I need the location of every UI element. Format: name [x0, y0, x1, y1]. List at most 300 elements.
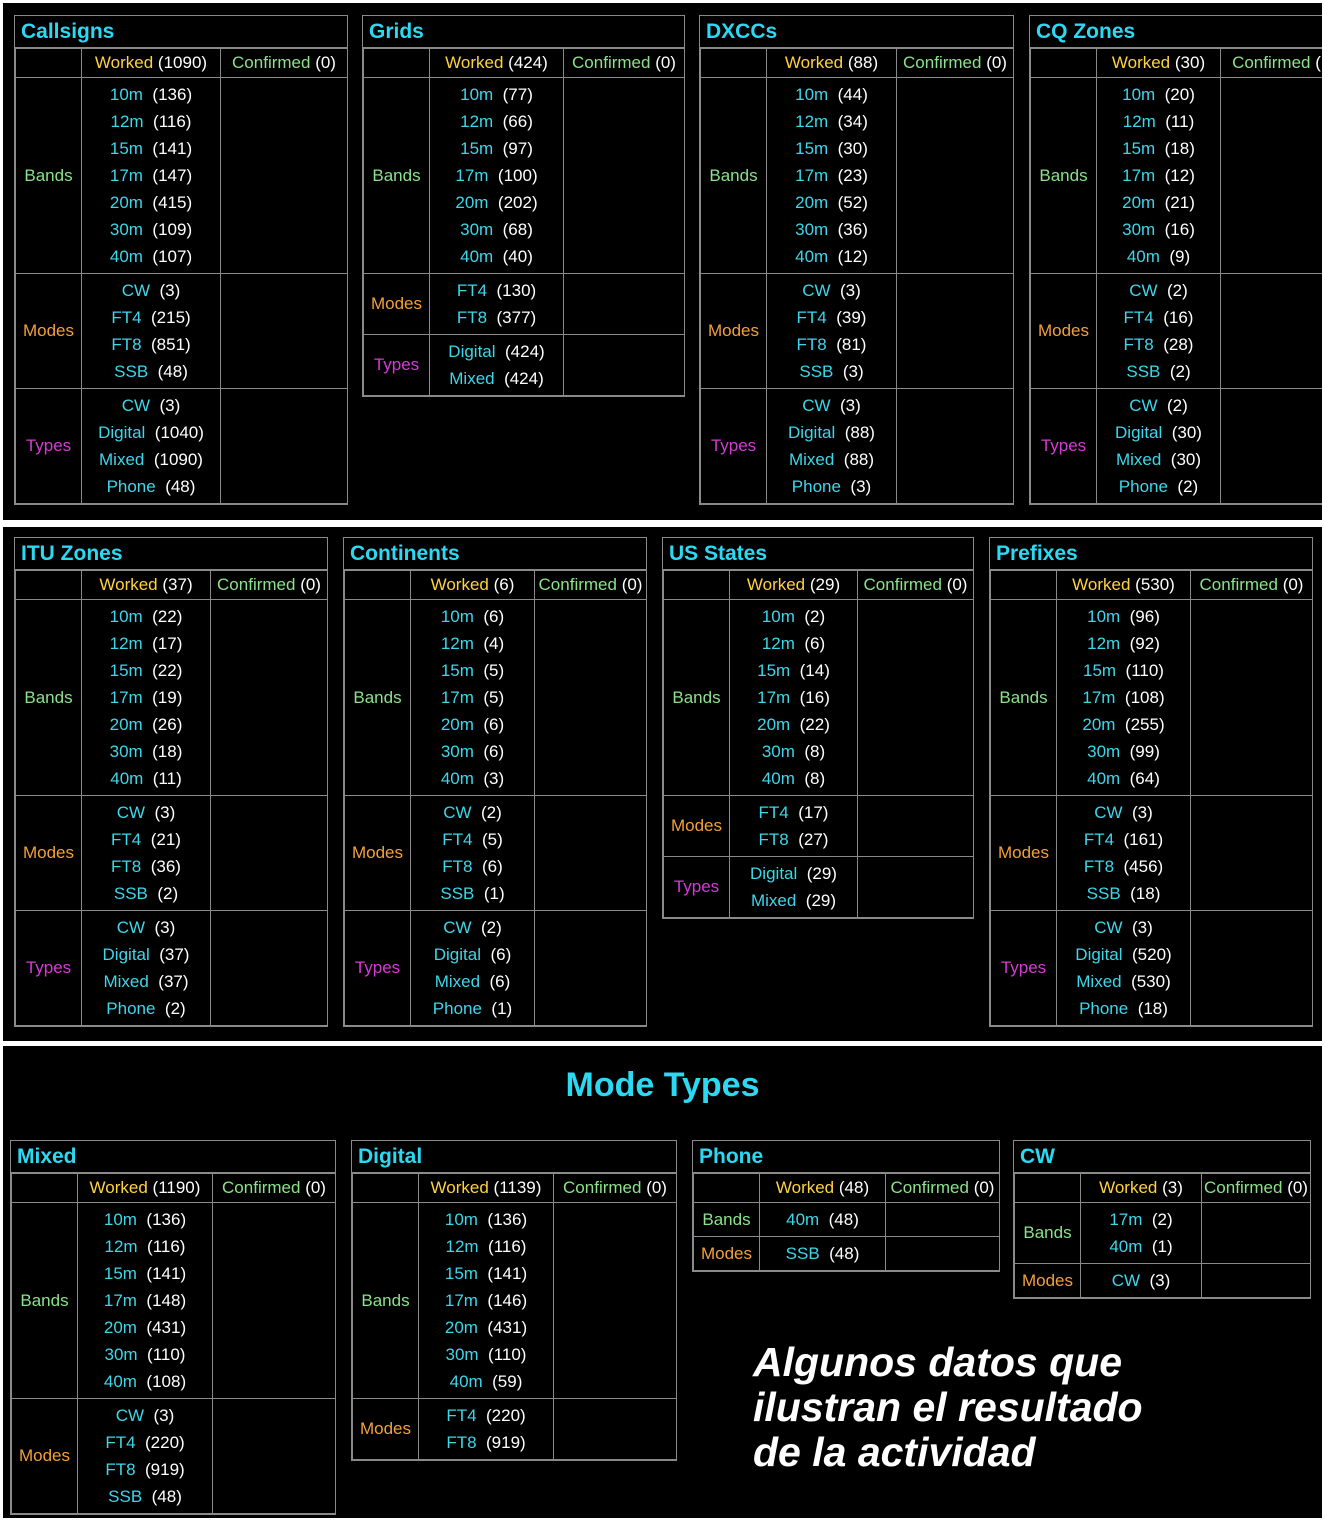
stat-item-40m[interactable]	[1097, 243, 1220, 270]
stat-item-40m[interactable]	[78, 1368, 212, 1395]
stat-item-10m[interactable]	[82, 81, 220, 108]
stat-item-cw[interactable]	[82, 914, 210, 941]
stat-item-ft4[interactable]	[730, 799, 857, 826]
stat-item-10m[interactable]	[411, 603, 534, 630]
stat-item-cw[interactable]	[1097, 277, 1220, 304]
group-label-modes: Modes	[16, 274, 82, 389]
stat-item-12m[interactable]	[1097, 108, 1220, 135]
stat-item-digital[interactable]	[430, 338, 563, 365]
stat-item-10m[interactable]	[78, 1206, 212, 1233]
group-row-bands	[12, 1203, 336, 1399]
stat-count: (2)	[481, 803, 502, 822]
confirmed-header[interactable]	[213, 1174, 336, 1203]
stat-item-40m[interactable]	[1081, 1233, 1201, 1260]
stat-item-cw[interactable]	[1097, 392, 1220, 419]
stat-item-20m[interactable]	[78, 1314, 212, 1341]
stat-item-17m[interactable]	[419, 1287, 553, 1314]
stat-item-40m[interactable]	[767, 243, 896, 270]
stat-item-15m[interactable]	[411, 657, 534, 684]
panel-continents	[343, 537, 647, 1027]
stat-name: 40m	[110, 769, 144, 788]
group-label-bands: Bands	[353, 1203, 419, 1399]
stat-count: (146)	[487, 1291, 528, 1310]
stat-count: (9)	[1169, 247, 1191, 266]
stat-item-15m[interactable]	[430, 135, 563, 162]
stat-item-30m[interactable]	[419, 1341, 553, 1368]
panel-title: Mixed	[11, 1141, 335, 1173]
group-confirmed-cell	[535, 600, 647, 796]
stat-name: Digital	[750, 864, 798, 883]
stat-item-cw[interactable]	[1057, 799, 1190, 826]
confirmed-header[interactable]	[886, 1174, 1000, 1203]
stat-item-20m[interactable]	[1057, 711, 1190, 738]
group-values-bands	[78, 1203, 213, 1399]
stat-item-ft8[interactable]	[82, 331, 220, 358]
stat-item-ssb[interactable]	[1057, 880, 1190, 907]
group-confirmed-cell	[554, 1399, 677, 1460]
stat-item-phone[interactable]	[1057, 995, 1190, 1022]
stat-item-cw[interactable]	[78, 1402, 212, 1429]
group-confirmed-cell	[213, 1399, 336, 1514]
stat-count: (116)	[147, 1237, 186, 1256]
stat-item-12m[interactable]	[78, 1233, 212, 1260]
stat-name: Digital	[98, 423, 146, 442]
stat-item-15m[interactable]	[1097, 135, 1220, 162]
stat-name: CW	[115, 1406, 145, 1425]
worked-header[interactable]	[411, 571, 535, 600]
stat-item-mixed[interactable]	[82, 968, 210, 995]
stat-item-15m[interactable]	[419, 1260, 553, 1287]
stat-item-ft4[interactable]	[1097, 304, 1220, 331]
group-values-modes	[1097, 274, 1221, 389]
stat-count: (17)	[152, 634, 183, 653]
stat-item-mixed[interactable]	[411, 968, 534, 995]
stat-item-30m[interactable]	[730, 738, 857, 765]
confirmed-header[interactable]	[554, 1174, 677, 1203]
worked-label: Worked	[746, 575, 806, 594]
stat-name: 12m	[110, 112, 144, 131]
caption-note	[753, 1340, 1293, 1475]
stat-count: (110)	[1125, 661, 1164, 680]
confirmed-header[interactable]	[897, 49, 1014, 78]
stat-item-12m[interactable]	[411, 630, 534, 657]
group-values-types	[1057, 911, 1191, 1026]
stat-item-10m[interactable]	[1097, 81, 1220, 108]
stat-item-20m[interactable]	[730, 711, 857, 738]
stat-item-cw[interactable]	[767, 277, 896, 304]
stat-count: (36)	[837, 220, 868, 239]
stat-name: Digital	[1115, 423, 1163, 442]
group-label-bands: Bands	[12, 1203, 78, 1399]
stat-item-17m[interactable]	[730, 684, 857, 711]
worked-header[interactable]	[1081, 1174, 1202, 1203]
stat-name: 17m	[1082, 688, 1116, 707]
stat-name: Digital	[448, 342, 496, 361]
group-label-bands: Bands	[991, 600, 1057, 796]
stat-item-15m[interactable]	[82, 135, 220, 162]
stat-item-ft8[interactable]	[78, 1456, 212, 1483]
group-label-bands: Bands	[664, 600, 730, 796]
group-confirmed-cell	[211, 911, 328, 1026]
stat-name: Mixed	[788, 450, 835, 469]
stat-count: (3)	[850, 477, 872, 496]
stat-item-15m[interactable]	[82, 657, 210, 684]
stat-item-20m[interactable]	[430, 189, 563, 216]
group-confirmed-cell	[554, 1203, 677, 1399]
panel-title: Callsigns	[15, 16, 347, 48]
stat-item-cw[interactable]	[411, 799, 534, 826]
stat-name: 30m	[761, 742, 795, 761]
stat-count: (37)	[159, 945, 190, 964]
stat-item-40m[interactable]	[411, 765, 534, 792]
stat-item-40m[interactable]	[82, 243, 220, 270]
stat-item-ft4[interactable]	[78, 1429, 212, 1456]
stat-item-15m[interactable]	[730, 657, 857, 684]
stat-item-30m[interactable]	[1057, 738, 1190, 765]
stat-name: 15m	[1122, 139, 1156, 158]
group-label-modes: Modes	[12, 1399, 78, 1514]
worked-header[interactable]	[82, 571, 211, 600]
stat-item-ft8[interactable]	[419, 1429, 553, 1456]
stat-count: (141)	[146, 1264, 187, 1283]
stat-item-40m[interactable]	[760, 1206, 885, 1233]
stat-count: (3)	[159, 281, 181, 300]
stat-name: 30m	[1122, 220, 1156, 239]
stat-count: (48)	[828, 1210, 859, 1229]
stat-name: Digital	[1075, 945, 1123, 964]
stat-item-15m[interactable]	[78, 1260, 212, 1287]
stat-item-mixed[interactable]	[730, 887, 857, 914]
stat-item-17m[interactable]	[78, 1287, 212, 1314]
stat-item-phone[interactable]	[767, 473, 896, 500]
stat-item-mixed[interactable]	[767, 446, 896, 473]
stat-name: FT8	[1083, 857, 1115, 876]
stat-name: 12m	[1087, 634, 1121, 653]
stat-item-17m[interactable]	[430, 162, 563, 189]
confirmed-header[interactable]	[1191, 571, 1313, 600]
stat-item-phone[interactable]	[411, 995, 534, 1022]
stat-item-cw[interactable]	[767, 392, 896, 419]
panel-title: CQ Zones	[1030, 16, 1322, 48]
stat-item-ssb[interactable]	[411, 880, 534, 907]
stat-item-30m[interactable]	[430, 216, 563, 243]
stat-item-mixed[interactable]	[82, 446, 220, 473]
stat-item-ft4[interactable]	[82, 304, 220, 331]
stat-item-10m[interactable]	[730, 603, 857, 630]
group-confirmed-cell	[221, 389, 348, 504]
header-row	[1031, 49, 1323, 78]
caption-line: ilustran el resultado	[753, 1384, 1143, 1430]
confirmed-label: Confirmed	[1199, 575, 1278, 594]
stat-item-digital[interactable]	[411, 941, 534, 968]
stat-name: 20m	[757, 715, 791, 734]
panel-title: DXCCs	[700, 16, 1013, 48]
stat-item-40m[interactable]	[419, 1368, 553, 1395]
stat-item-cw[interactable]	[1081, 1267, 1201, 1294]
stat-item-ft8[interactable]	[767, 331, 896, 358]
stat-item-15m[interactable]	[767, 135, 896, 162]
group-row-bands	[345, 600, 647, 796]
worked-header[interactable]	[730, 571, 858, 600]
stat-item-ft4[interactable]	[82, 826, 210, 853]
group-values-bands	[767, 78, 897, 274]
stats-table	[700, 48, 1014, 504]
group-row-bands	[1015, 1203, 1311, 1264]
stat-name: Mixed	[1115, 450, 1162, 469]
stat-item-phone[interactable]	[1097, 473, 1220, 500]
confirmed-header[interactable]	[535, 571, 647, 600]
stat-count: (22)	[152, 661, 183, 680]
stat-name: 30m	[109, 220, 143, 239]
stat-item-ssb[interactable]	[1097, 358, 1220, 385]
stat-name: SSB	[785, 1244, 820, 1263]
group-row-modes	[12, 1399, 336, 1514]
stat-count: (22)	[152, 607, 183, 626]
stat-item-mixed[interactable]	[430, 365, 563, 392]
stat-name: 12m	[109, 634, 143, 653]
group-label-modes: Modes	[664, 796, 730, 857]
stat-item-digital[interactable]	[1097, 419, 1220, 446]
stat-item-12m[interactable]	[419, 1233, 553, 1260]
stat-item-20m[interactable]	[767, 189, 896, 216]
confirmed-count: (0)	[973, 1178, 995, 1197]
stat-item-ssb[interactable]	[760, 1240, 885, 1267]
group-label-bands: Bands	[694, 1203, 760, 1237]
stat-count: (3)	[1132, 918, 1153, 937]
stat-item-ft4[interactable]	[1057, 826, 1190, 853]
stat-item-ft8[interactable]	[430, 304, 563, 331]
group-values-modes	[78, 1399, 213, 1514]
group-row-types	[364, 335, 685, 396]
stat-name: Mixed	[750, 891, 797, 910]
stat-count: (431)	[487, 1318, 528, 1337]
stat-count: (148)	[146, 1291, 187, 1310]
group-values-types	[730, 857, 858, 918]
worked-header[interactable]	[78, 1174, 213, 1203]
stat-item-digital[interactable]	[1057, 941, 1190, 968]
group-values-types	[82, 911, 211, 1026]
stat-name: SSB	[1126, 362, 1161, 381]
stat-count: (34)	[837, 112, 868, 131]
group-values-types	[82, 389, 221, 504]
stat-name: FT4	[111, 308, 142, 327]
stat-item-20m[interactable]	[82, 711, 210, 738]
group-values-bands	[1081, 1203, 1202, 1264]
panel-title: Grids	[363, 16, 684, 48]
stat-name: Mixed	[449, 369, 495, 388]
stat-item-ft8[interactable]	[1057, 853, 1190, 880]
stat-item-17m[interactable]	[82, 684, 210, 711]
stat-count: (68)	[502, 220, 533, 239]
confirmed-header[interactable]	[564, 49, 685, 78]
stat-item-12m[interactable]	[730, 630, 857, 657]
stat-item-phone[interactable]	[82, 995, 210, 1022]
stat-item-30m[interactable]	[78, 1341, 212, 1368]
group-values-modes	[82, 274, 221, 389]
stat-item-phone[interactable]	[82, 473, 220, 500]
stat-count: (6)	[483, 715, 505, 734]
stat-item-10m[interactable]	[1057, 603, 1190, 630]
worked-header[interactable]	[82, 49, 221, 78]
group-label-modes: Modes	[16, 796, 82, 911]
stat-item-17m[interactable]	[1057, 684, 1190, 711]
header-empty-cell	[1031, 49, 1097, 78]
stat-name: 30m	[104, 1345, 138, 1364]
stat-item-ft8[interactable]	[1097, 331, 1220, 358]
worked-header[interactable]	[1097, 49, 1221, 78]
group-confirmed-cell	[858, 796, 974, 857]
stat-item-cw[interactable]	[82, 392, 220, 419]
group-row-types	[991, 911, 1313, 1026]
stat-name: 15m	[103, 1264, 137, 1283]
stat-item-ft8[interactable]	[730, 826, 857, 853]
stat-item-cw[interactable]	[411, 914, 534, 941]
confirmed-header[interactable]	[1221, 49, 1323, 78]
stat-item-20m[interactable]	[419, 1314, 553, 1341]
stat-item-40m[interactable]	[82, 765, 210, 792]
stat-item-12m[interactable]	[82, 108, 220, 135]
stat-item-digital[interactable]	[767, 419, 896, 446]
stat-item-10m[interactable]	[430, 81, 563, 108]
stat-item-17m[interactable]	[1081, 1206, 1201, 1233]
header-row	[16, 571, 328, 600]
group-values-modes	[411, 796, 535, 911]
stat-count: (30)	[837, 139, 868, 158]
stat-item-30m[interactable]	[411, 738, 534, 765]
stat-item-30m[interactable]	[82, 216, 220, 243]
stat-item-20m[interactable]	[1097, 189, 1220, 216]
header-row	[694, 1174, 1000, 1203]
stat-item-cw[interactable]	[82, 799, 210, 826]
stat-item-ft8[interactable]	[411, 853, 534, 880]
worked-header[interactable]	[760, 1174, 886, 1203]
stat-name: SSB	[799, 362, 834, 381]
stat-name: Mixed	[1076, 972, 1122, 991]
stat-item-mixed[interactable]	[1057, 968, 1190, 995]
stat-item-12m[interactable]	[82, 630, 210, 657]
confirmed-header[interactable]	[1202, 1174, 1311, 1203]
confirmed-header[interactable]	[221, 49, 348, 78]
stat-name: 15m	[109, 139, 143, 158]
group-values-bands	[730, 600, 858, 796]
stat-count: (2)	[1177, 477, 1199, 496]
header-row	[364, 49, 685, 78]
stat-name: Mixed	[434, 972, 481, 991]
stat-item-ssb[interactable]	[82, 358, 220, 385]
group-values-modes	[419, 1399, 554, 1460]
stat-item-digital[interactable]	[730, 860, 857, 887]
stat-item-10m[interactable]	[419, 1206, 553, 1233]
group-row-bands	[694, 1203, 1000, 1237]
stat-item-40m[interactable]	[730, 765, 857, 792]
panel-grids	[362, 15, 685, 397]
stat-item-ft8[interactable]	[82, 853, 210, 880]
worked-header[interactable]	[767, 49, 897, 78]
confirmed-count: (	[1315, 53, 1321, 72]
stat-item-12m[interactable]	[1057, 630, 1190, 657]
header-empty-cell	[694, 1174, 760, 1203]
stat-count: (1)	[1151, 1237, 1173, 1256]
stat-name: 10m	[460, 85, 494, 104]
stat-item-10m[interactable]	[82, 603, 210, 630]
header-empty-cell	[16, 49, 82, 78]
stat-count: (2)	[1151, 1210, 1173, 1229]
stat-name: SSB	[1086, 884, 1121, 903]
stat-item-40m[interactable]	[1057, 765, 1190, 792]
stat-item-15m[interactable]	[1057, 657, 1190, 684]
stat-item-cw[interactable]	[82, 277, 220, 304]
stat-item-17m[interactable]	[767, 162, 896, 189]
stat-count: (29)	[805, 891, 837, 910]
stat-item-30m[interactable]	[1097, 216, 1220, 243]
stat-item-ssb[interactable]	[78, 1483, 212, 1510]
worked-count: (3)	[1162, 1178, 1183, 1197]
stat-item-digital[interactable]	[82, 419, 220, 446]
stat-count: (64)	[1129, 769, 1160, 788]
stat-item-ssb[interactable]	[767, 358, 896, 385]
confirmed-header[interactable]	[858, 571, 974, 600]
stat-item-17m[interactable]	[82, 162, 220, 189]
stat-item-ft4[interactable]	[419, 1402, 553, 1429]
worked-header[interactable]	[419, 1174, 554, 1203]
stat-count: (161)	[1123, 830, 1164, 849]
stat-count: (108)	[1124, 688, 1165, 707]
worked-header[interactable]	[430, 49, 564, 78]
panel-prefixes	[989, 537, 1313, 1027]
group-label-types: Types	[701, 389, 767, 504]
stat-count: (147)	[152, 166, 193, 185]
stat-item-digital[interactable]	[82, 941, 210, 968]
stat-item-20m[interactable]	[411, 711, 534, 738]
group-confirmed-cell	[564, 274, 685, 335]
stat-item-ft4[interactable]	[767, 304, 896, 331]
stat-item-12m[interactable]	[430, 108, 563, 135]
stat-name: FT4	[442, 830, 473, 849]
stat-count: (6)	[483, 607, 505, 626]
stat-count: (4)	[483, 634, 505, 653]
stat-item-30m[interactable]	[82, 738, 210, 765]
confirmed-header[interactable]	[211, 571, 328, 600]
stat-count: (88)	[844, 423, 875, 442]
stat-item-ft4[interactable]	[411, 826, 534, 853]
stat-item-cw[interactable]	[1057, 914, 1190, 941]
stat-item-ft4[interactable]	[430, 277, 563, 304]
confirmed-count: (0)	[621, 575, 643, 594]
stat-item-12m[interactable]	[767, 108, 896, 135]
group-label-types: Types	[345, 911, 411, 1026]
worked-header[interactable]	[1057, 571, 1191, 600]
stat-item-30m[interactable]	[767, 216, 896, 243]
worked-count: (424)	[508, 53, 548, 72]
stat-count: (40)	[502, 247, 533, 266]
stat-count: (220)	[145, 1433, 185, 1452]
caption-line: Algunos datos que	[753, 1339, 1122, 1385]
group-values-bands	[430, 78, 564, 274]
stat-name: Phone	[1118, 477, 1168, 496]
stat-item-mixed[interactable]	[1097, 446, 1220, 473]
header-row	[991, 571, 1313, 600]
stat-item-17m[interactable]	[1097, 162, 1220, 189]
stat-name: CW	[121, 281, 151, 300]
worked-label: Worked	[89, 1178, 148, 1197]
stat-item-20m[interactable]	[82, 189, 220, 216]
stat-item-40m[interactable]	[430, 243, 563, 270]
stat-item-17m[interactable]	[411, 684, 534, 711]
stats-table	[1030, 48, 1322, 504]
group-confirmed-cell	[886, 1237, 1000, 1271]
stat-item-10m[interactable]	[767, 81, 896, 108]
stat-item-ssb[interactable]	[82, 880, 210, 907]
